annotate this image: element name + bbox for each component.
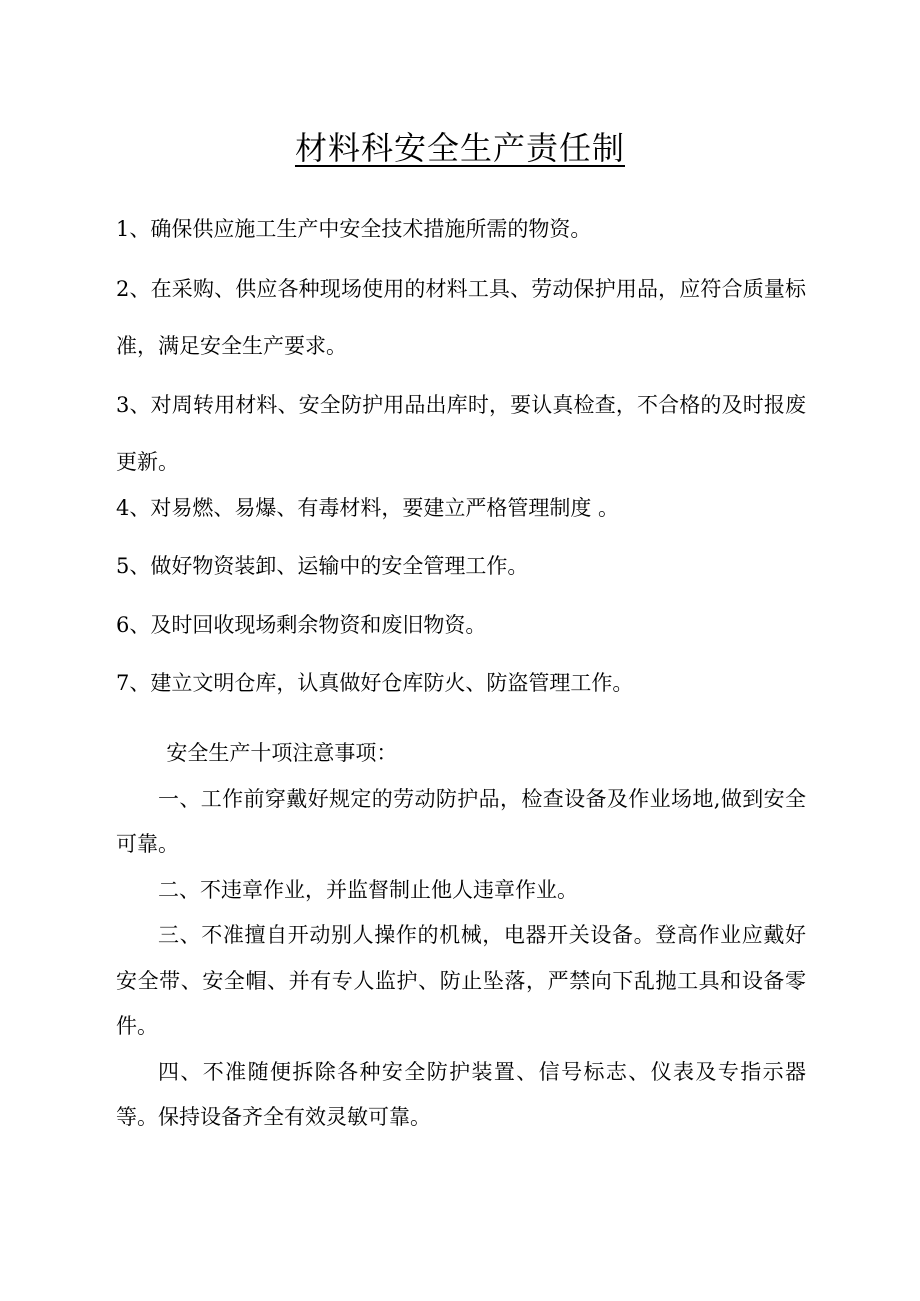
rule-item-1: 1、确保供应施工生产中安全技术措施所需的物资。 [116, 217, 592, 241]
rule-item-6: 6、及时回收现场剩余物资和废旧物资。 [116, 613, 487, 637]
rule-item-7: 7、建立文明仓库，认真做好仓库防火、防盗管理工作。 [116, 671, 634, 695]
document-title-block [0, 124, 920, 172]
document-title: 材料科安全生产责任制 [294, 129, 625, 167]
rule-item-2: 2、在采购、供应各种现场使用的材料工具、劳动保护用品，应符合质量标准，满足安全生产要求。 [116, 277, 806, 358]
safety-notes-heading: 安全生产十项注意事项： [166, 741, 398, 765]
safety-note-4: 四、不准随便拆除各种安全防护装置、信号标志、仪表及专指示器等。保持设备齐全有效灵敏可靠。 [116, 1059, 806, 1129]
rule-item-4: 4、对易燃、易爆、有毒材料，要建立严格管理制度 。 [116, 496, 620, 520]
rule-item-3: 3、对周转用材料、安全防护用品出库时，要认真检查，不合格的及时报废更新。 [116, 393, 806, 474]
rule-item-5: 5、做好物资装卸、运输中的安全管理工作。 [116, 554, 529, 578]
safety-note-3: 三、不准擅自开动别人操作的机械，电器开关设备。登高作业应戴好安全带、安全帽、并有专人监护、防止坠落，严禁向下乱抛工具和设备零件。 [116, 923, 806, 1038]
safety-note-2: 二、不违章作业，并监督制止他人违章作业。 [158, 877, 578, 902]
safety-notes-section [116, 731, 806, 1141]
safety-note-1: 一、工作前穿戴好规定的劳动防护品，检查设备及作业场地,做到安全可靠。 [116, 786, 806, 856]
